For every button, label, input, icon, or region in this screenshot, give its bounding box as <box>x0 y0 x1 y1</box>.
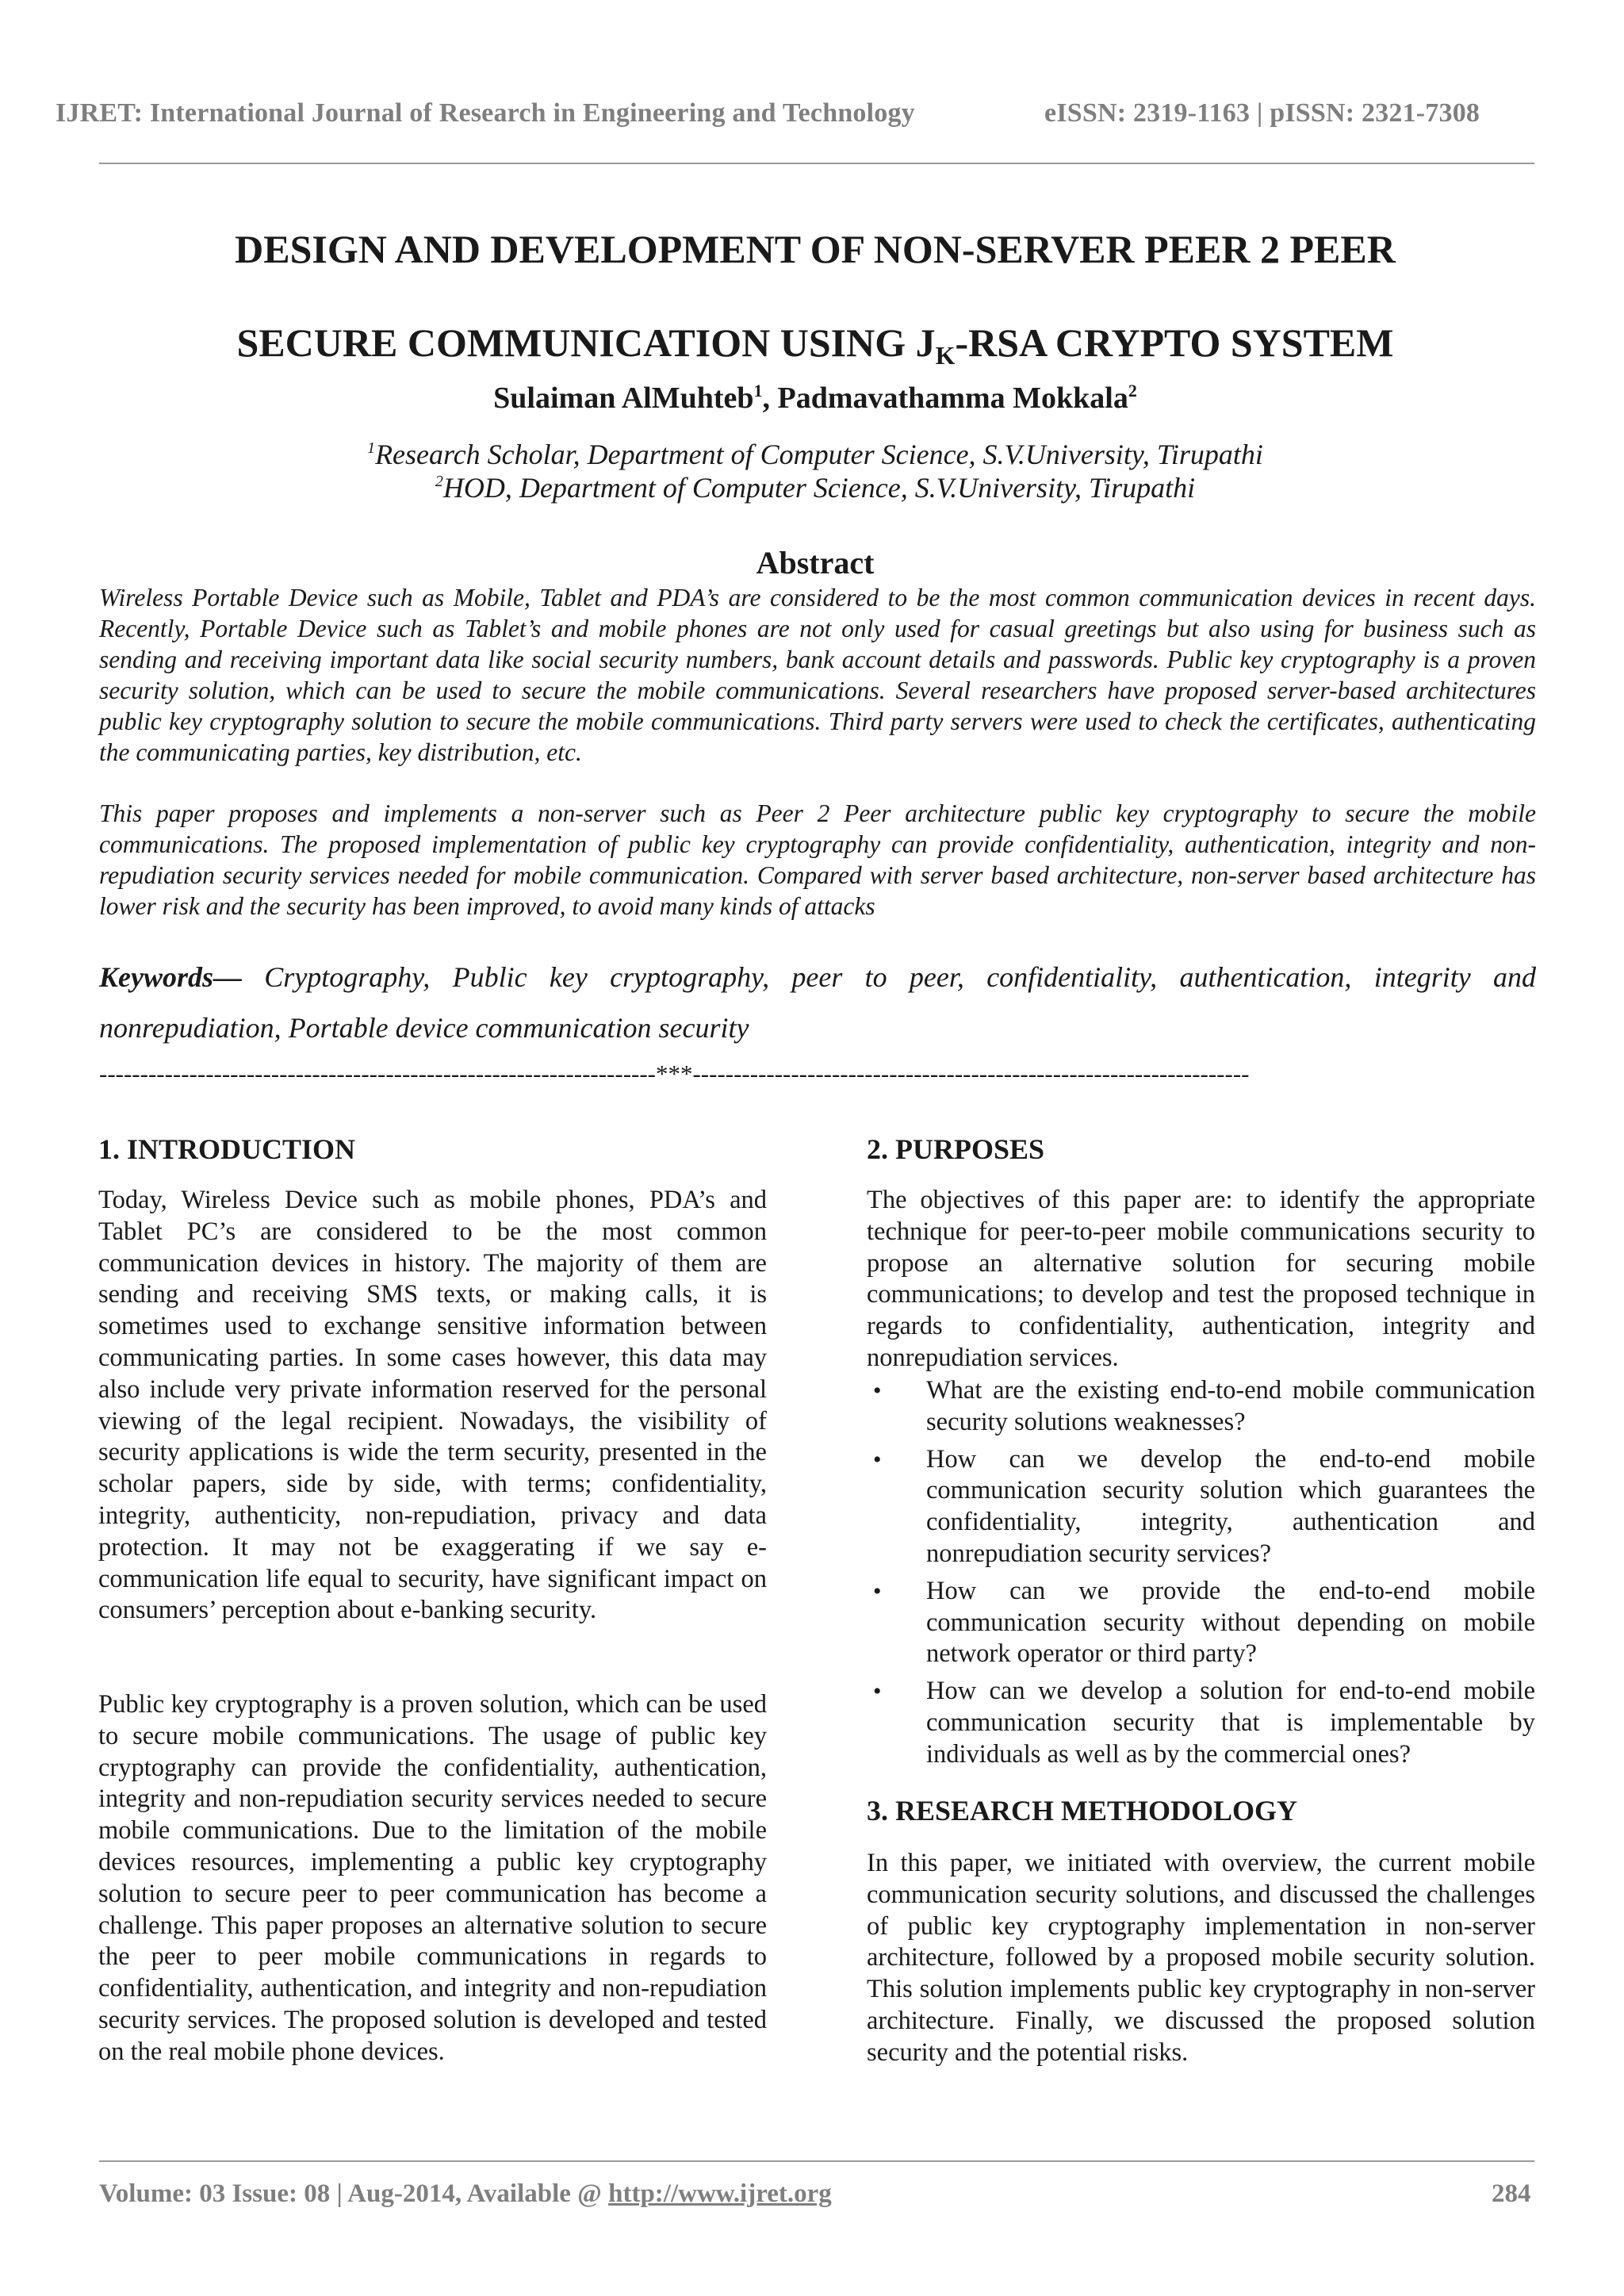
paper-title <box>95 202 1535 389</box>
bullet-text: How can we provide the end-to-end mobile communication security without depending on mobile network operator or third party? <box>926 1576 1535 1669</box>
purposes-heading: 2. PURPOSES <box>867 1133 1045 1165</box>
keywords-label: Keywords— <box>99 961 242 993</box>
author-2: Padmavathamma Mokkala <box>777 381 1128 415</box>
methodology-paragraph: In this paper, we initiated with overview, the current mobile communication security solutions, and discussed the challenges of public key cryptography implementation in non-server architecture, followed by a proposed mobile security solution. This solution implements public key cryptography in non-server architecture. Finally, we discussed the proposed solution security and the potential risks. <box>867 1849 1535 2067</box>
bullet-text: How can we develop the end-to-end mobile communication security solution which guarantees the confidentiality, integrity, authentication and nonrepudiation security services? <box>926 1444 1535 1568</box>
author-separator: , <box>762 381 778 415</box>
bullet-dot: • <box>873 1577 882 1604</box>
abstract-paragraph-2: This paper proposes and implements a non-server such as Peer 2 Peer architecture public key cryptography to secure the mobile communications. The proposed implementation of public key cryptography can provide confidentiality, authentication, integrity and non-repudiation security services needed for mobile communication. Compared with server based architecture, non-server based architecture has lower risk and the security has been improved, to avoid many kinds of attacks <box>99 799 1536 920</box>
footer-text: Volume: 03 Issue: 08 | Aug-2014, Available @ <box>99 2179 609 2208</box>
affiliation-1-sup: 1 <box>367 439 376 457</box>
affiliation-1-text: Research Scholar, Department of Computer Science, S.V.University, Tirupathi <box>375 439 1263 470</box>
title-line-2-a: SECURE COMMUNICATION USING J <box>236 320 936 365</box>
footer-divider <box>99 2160 1534 2162</box>
issn-info: eISSN: 2319-1163 | pISSN: 2321-7308 <box>1044 98 1480 128</box>
purpose-bullet <box>867 1375 1535 1439</box>
purposes-bullet-list <box>867 1375 1535 1777</box>
authors <box>95 381 1535 416</box>
page-number: 284 <box>1492 2179 1531 2208</box>
author-1-sup: 1 <box>753 381 763 401</box>
affiliations <box>95 438 1535 504</box>
author-1: Sulaiman AlMuhteb <box>493 381 754 415</box>
bullet-dot: • <box>873 1446 882 1473</box>
bullet-dot: • <box>873 1378 882 1404</box>
purpose-bullet <box>867 1676 1535 1770</box>
journal-name: IJRET: International Journal of Research in Engineering and Technology <box>56 98 915 128</box>
title-subscript: K <box>935 341 956 370</box>
keywords <box>99 952 1536 1053</box>
title-line-1: DESIGN AND DEVELOPMENT OF NON-SERVER PEER 2 PEER <box>235 227 1396 271</box>
journal-link[interactable]: http://www.ijret.org <box>608 2179 832 2208</box>
purpose-bullet <box>867 1576 1535 1670</box>
running-header <box>56 98 1530 128</box>
bullet-text: What are the existing end-to-end mobile communication security solutions weaknesses? <box>926 1376 1535 1436</box>
abstract-paragraph-1: Wireless Portable Device such as Mobile, Tablet and PDA’s are considered to be the most common communication devices in recent days. Recently, Portable Device such as Tablet’s and mobile phones are not only used for casual greetings but also using for business such as sending and receiving important data like social security numbers, bank account details and passwords. Public key cryptography is a proven security solution, which can be used to secure the mobile communications. Several researchers have proposed server-based architectures public key cryptography solution to secure the mobile communications. Third party servers were used to check the certificates, authenticating the communicating parties, key distribution, etc. <box>99 584 1536 766</box>
title-line-2-b: -RSA CRYPTO SYSTEM <box>955 320 1394 365</box>
header-divider <box>99 163 1534 164</box>
affiliation-2-sup: 2 <box>435 473 443 490</box>
footer-info <box>99 2179 832 2209</box>
affiliation-2-text: HOD, Department of Computer Science, S.V.University, Tirupathi <box>442 472 1196 504</box>
affiliation-1 <box>95 438 1535 471</box>
bullet-dot: • <box>873 1678 882 1705</box>
purposes-paragraph: The objectives of this paper are: to identify the appropriate technique for peer-to-peer mobile communications security to propose an alternative solution for securing mobile communications; to develop and test the proposed technique in regards to confidentiality, authentication, integrity and nonrepudiation services. <box>867 1186 1535 1372</box>
methodology-heading: 3. RESEARCH METHODOLOGY <box>867 1795 1298 1826</box>
purpose-bullet <box>867 1444 1535 1570</box>
intro-paragraph-1: Today, Wireless Device such as mobile phones, PDA’s and Tablet PC’s are considered to be the most common communication devices in history. The majority of them are sending and receiving SMS texts, or making calls, it is sometimes used to exchange sensitive information between communicating parties. In some cases however, this data may also include very private information reserved for the personal viewing of the legal recipient. Nowadays, the visibility of security applications is wide the term security, presented in the scholar papers, side by side, with terms; confidentiality, integrity, authenticity, non-repudiation, privacy and data protection. It may not be exaggerating if we say e-communication life equal to security, have significant impact on consumers’ perception about e-banking security. <box>98 1186 767 1625</box>
intro-heading: 1. INTRODUCTION <box>98 1133 356 1165</box>
author-2-sup: 2 <box>1128 381 1137 401</box>
bullet-text: How can we develop a solution for end-to-end mobile communication security that is implementable by individuals as well as by the commercial ones? <box>926 1677 1535 1769</box>
keywords-text: Cryptography, Public key cryptography, peer to peer, confidentiality, authentication, integrity and nonrepudiation, Portable device communication security <box>99 961 1536 1044</box>
affiliation-2 <box>95 471 1535 504</box>
abstract-heading: Abstract <box>756 545 875 581</box>
section-separator: --------------------------------------------------------------------***-------------------------------------------------------------------- <box>99 1060 1250 1087</box>
title-line-2 <box>95 296 1535 389</box>
intro-paragraph-2: Public key cryptography is a proven solution, which can be used to secure mobile communications. The usage of public key cryptography can provide the confidentiality, authentication, integrity and non-repudiation security services needed to secure mobile communications. Due to the limitation of the mobile devices resources, implementing a public key cryptography solution to secure peer to peer communication has become a challenge. This paper proposes an alternative solution to secure the peer to peer mobile communications in regards to confidentiality, authentication, and integrity and non-repudiation security services. The proposed solution is developed and tested on the real mobile phone devices. <box>98 1690 767 2066</box>
